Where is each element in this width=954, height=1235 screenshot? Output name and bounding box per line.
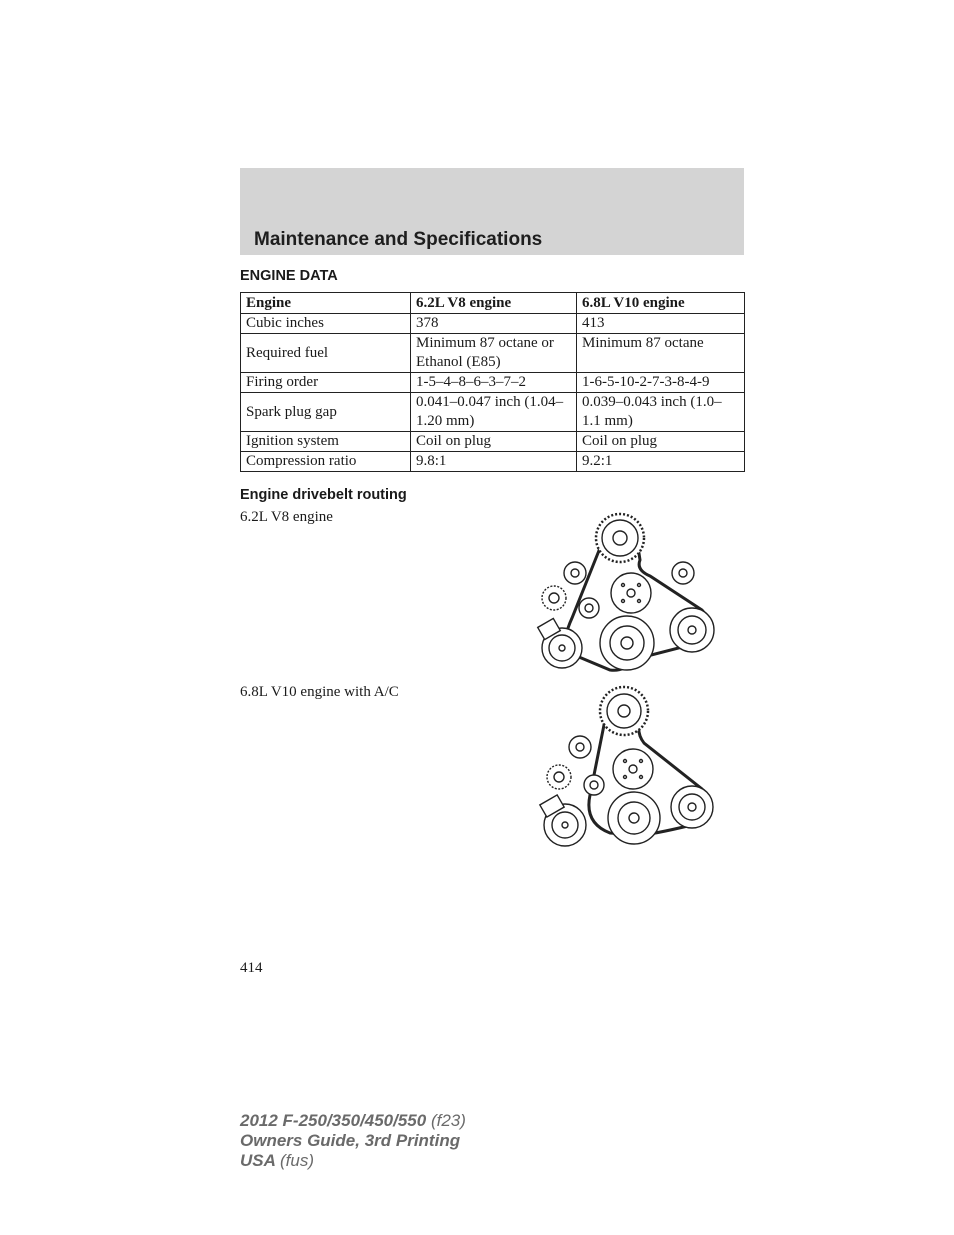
- footer-line-2: Owners Guide, 3rd Printing: [240, 1131, 461, 1150]
- table-cell: 0.041–0.047 inch (1.04–1.20 mm): [411, 393, 577, 432]
- column-header: 6.2L V8 engine: [411, 293, 577, 314]
- table-cell: 1-5–4–8–6–3–7–2: [411, 373, 577, 393]
- drivebelt-heading: Engine drivebelt routing: [240, 487, 407, 503]
- table-row: [241, 314, 745, 334]
- document-footer: [240, 1111, 466, 1171]
- belt-routing-diagram-icon: [532, 510, 717, 675]
- footer-market-code: (fus): [280, 1151, 314, 1170]
- table-row: [241, 452, 745, 472]
- diagram-label-v8: 6.2L V8 engine: [240, 509, 333, 525]
- footer-line-3: [240, 1151, 466, 1171]
- section-header-title: Maintenance and Specifications: [254, 229, 543, 250]
- table-cell: 9.8:1: [411, 452, 577, 472]
- table-cell: Minimum 87 octane or Ethanol (E85): [411, 334, 577, 373]
- table-row: [241, 393, 745, 432]
- footer-model-code: (f23): [430, 1111, 466, 1130]
- page-number: 414: [240, 960, 263, 976]
- footer-model: 2012 F-250/350/450/550: [240, 1111, 427, 1130]
- table-header-row: [241, 293, 745, 314]
- table-cell: Minimum 87 octane: [577, 334, 745, 373]
- table-cell: Ignition system: [241, 432, 411, 452]
- table-cell: Firing order: [241, 373, 411, 393]
- table-cell: Cubic inches: [241, 314, 411, 334]
- column-header: 6.8L V10 engine: [577, 293, 745, 314]
- engine-data-heading: ENGINE DATA: [240, 268, 338, 284]
- table-cell: Coil on plug: [577, 432, 745, 452]
- table-row: [241, 373, 745, 393]
- table-cell: 0.039–0.043 inch (1.0–1.1 mm): [577, 393, 745, 432]
- table-cell: Coil on plug: [411, 432, 577, 452]
- engine-data-table: [240, 292, 745, 472]
- table-cell: Compression ratio: [241, 452, 411, 472]
- table-cell: 413: [577, 314, 745, 334]
- table-cell: Required fuel: [241, 334, 411, 373]
- diagram-label-v10: 6.8L V10 engine with A/C: [240, 684, 399, 700]
- table-cell: 378: [411, 314, 577, 334]
- footer-line-1: [240, 1111, 466, 1131]
- footer-market: USA: [240, 1151, 276, 1170]
- table-cell: Spark plug gap: [241, 393, 411, 432]
- table-row: [241, 432, 745, 452]
- section-header-band: [240, 168, 744, 255]
- table-cell: 9.2:1: [577, 452, 745, 472]
- belt-routing-diagram-icon: [532, 685, 717, 850]
- table-row: [241, 334, 745, 373]
- column-header: Engine: [241, 293, 411, 314]
- table-cell: 1-6-5-10-2-7-3-8-4-9: [577, 373, 745, 393]
